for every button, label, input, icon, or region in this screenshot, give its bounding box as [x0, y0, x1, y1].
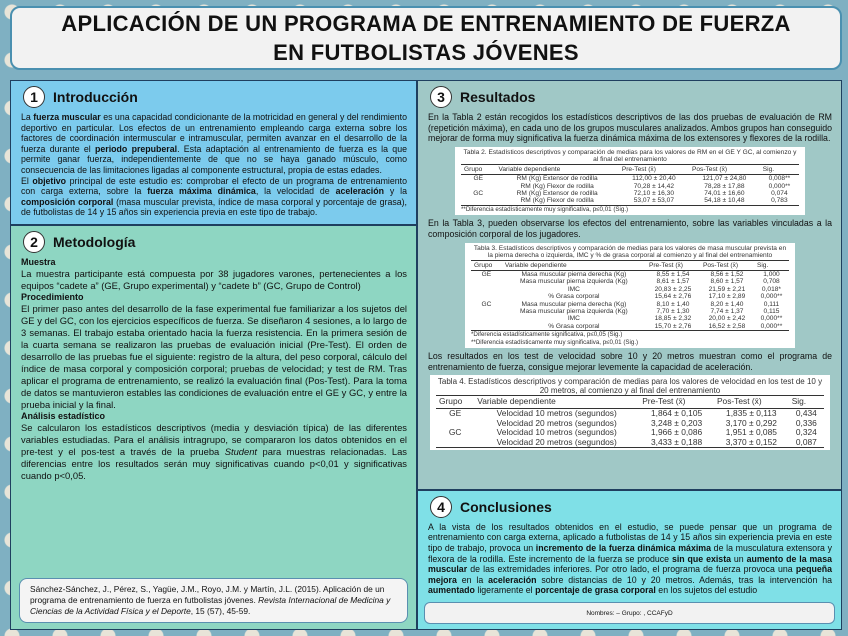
text-segment: En la Tabla 3, pueden observarse los efectos del entrenamiento, sobre las variables vinculadas a la composición corporal de los jugadores.	[428, 218, 832, 239]
table-caption: Tabla 4. Estadísticos descriptivos y comparación de medias para los valores de velocidad en los test de 10 y 20 metros, al comienzo y al final del entrenamiento	[437, 377, 823, 396]
table-cell: 3,370 ± 0,152	[714, 438, 789, 448]
table-row	[471, 323, 789, 331]
column-header: Grupo	[471, 260, 502, 270]
text-segment: , la velocidad de	[255, 186, 336, 197]
text-segment: El primer paso antes del desarrollo de la fase experimental fue familiarizar a los sujetos del GE y del GC, con los ejercicios específicos de fuerza. Se diseñaron 4 sesiones, a lo largo de 3 semanas. El trabajo estaba orientado hacia la fuerza resistencia. En la primera sesión de la cuarta semana se realizaron las pruebas de evaluación inicial (Pre-Test). El orden de desarrollo de las pruebas fue el siguiente: registro de la altura, del peso corporal, cálculo del índice de masa corporal y composición corporal; pruebas de velocidad; y test de RM. Tras aplicar el programa de entrenamiento, se realizó la evaluación final (Pos-Test). Para la toma de datos se mantuvieron estables las condiciones de evaluación entre el GE y GC, y entre la prueba inicial y la final.	[21, 302, 407, 410]
left-column	[10, 80, 417, 630]
text-segment: La	[21, 112, 34, 122]
table-cell: RM (Kg) Flexor de rodilla	[495, 197, 618, 205]
table-note: **Diferencia estadísticamente muy significativa, p≤0,01 (Sig.)	[461, 205, 629, 213]
table-cell: 0,336	[795, 417, 817, 428]
subheading-analisis: Análisis estadístico	[21, 410, 106, 421]
italic-text: Revista Internacional de Medicina y Ciencias de la Actividad Física y el Deporte	[30, 595, 391, 616]
bold-text: composición corporal	[21, 196, 114, 207]
section-heading: Conclusiones	[460, 498, 552, 515]
section-metodologia	[10, 225, 417, 630]
table-cell: 15,70 ± 2,76	[646, 323, 700, 331]
table-row	[461, 175, 799, 183]
table-cell: 0,783	[760, 197, 799, 205]
table-cell: 78,28 ± 17,88	[704, 182, 745, 190]
bold-text: fuerza máxima dinámica	[147, 186, 256, 197]
table-cell: GE	[449, 407, 462, 418]
table-cell: 0,074	[771, 190, 788, 197]
table-cell	[461, 197, 495, 205]
table-cell: 8,60 ± 1,57	[710, 278, 744, 286]
text-segment: de las extremidades inferiores. Por otro lado, el programa de fuerza provoca una	[467, 564, 796, 575]
section-number-badge: 2	[23, 231, 45, 253]
table-cell: 74,01 ± 16,60	[704, 190, 745, 197]
column-header: Pre-Test (x̄)	[619, 164, 689, 174]
table-cell: 112,00 ± 20,40	[632, 175, 676, 183]
table-note: **Diferencia estadísticamente muy significativa, p≤0,01 (Sig.)	[471, 338, 639, 346]
table-cell: Masa muscular pierna izquierda (Kg)	[520, 307, 628, 315]
table-cell: 3,248 ± 0,203	[650, 417, 703, 428]
table-cell: 8,20 ± 1,40	[710, 300, 744, 308]
table-cell: 0,434	[795, 407, 817, 418]
table-row	[461, 183, 799, 190]
italic-text: Student	[224, 445, 258, 457]
table-cell	[461, 183, 495, 190]
text-segment: principal de este estudio es: comprobar el efecto de un programa de entrenamiento con carga externa, sobre la	[21, 175, 407, 197]
table-cell: 0,000**	[760, 293, 783, 301]
table-cell: 15,64 ± 2,76	[654, 293, 692, 301]
table-cell: 1,864 ± 0,105	[650, 407, 703, 418]
bold-text: aumento de la masa muscular	[428, 553, 832, 575]
section-number-badge: 4	[430, 496, 452, 518]
table-cell: 0,000**	[760, 315, 783, 323]
table-header-row	[471, 260, 789, 270]
text-segment: (masa muscular prevista, índice de masa corporal y porcentaje de grasa), de futbolistas de 14 y 15 años sin experiencia previa en este tipo de trabajo.	[21, 196, 408, 218]
column-header: Sig.	[789, 396, 824, 409]
table-row	[436, 438, 824, 448]
column-header: Sig.	[760, 164, 799, 174]
table-cell	[471, 278, 502, 285]
text-segment: A la vista de los resultados obtenidos en el estudio, se puede pensar que un programa de entrenamiento con carga externa, aplicado a futbolistas de 14 y 15 años sin experiencia previa en este tipo de trabajo, provoca un	[428, 521, 832, 554]
table-cell: 0,018*	[761, 285, 781, 293]
bold-text: incremento de la fuerza dinámica máxima	[535, 543, 711, 554]
subheading-muestra: Muestra	[21, 256, 56, 267]
text-segment: La muestra participante está compuesta por 38 jugadores varones, pertenecientes a los equipos “cadete a” (GE, Grupo experimental) y “cadete b” (GC, Grupo de Control)	[21, 267, 407, 291]
table-row	[461, 190, 799, 197]
table-cell: 18,85 ± 2,32	[654, 315, 692, 323]
bold-text: aceleración	[335, 186, 384, 197]
table-cell: GC	[448, 427, 462, 438]
bold-text: aumentado	[428, 585, 475, 596]
table-cell: Velocidad 20 metros (segundos)	[474, 438, 639, 448]
table-2	[455, 147, 805, 216]
column-header: Pos-Test (x̄)	[700, 260, 754, 270]
right-column	[417, 80, 842, 630]
table-row	[471, 308, 789, 315]
procedimiento-paragraph	[21, 303, 407, 411]
table-cell: 8,56 ± 1,52	[710, 270, 744, 278]
table-cell	[471, 286, 502, 293]
bold-text: periodo prepuberal	[95, 143, 178, 154]
text-segment: sobre distancias de 10 y 20 metros. Además, tras la intervención ha	[536, 574, 832, 585]
text-segment: un	[731, 553, 747, 564]
table-row	[461, 197, 799, 205]
section-conclusiones	[417, 490, 842, 630]
text-segment: es una capacidad condicionante de la motricidad en general y del rendimiento deportivo en particular. Los efectos de un entrenamiento empleando carga externa sobre los factores de coordinación intermuscular e intramuscular, permiten avanzar en el desarrollo de la fuerza durante el	[21, 112, 408, 154]
subheading-procedimiento: Procedimiento	[21, 291, 84, 302]
authors-box: Nombres: – Grupo: , CCAFyD	[424, 602, 835, 624]
text-segment: . Esta adaptación al entrenamiento de fuerza es la que permite ganar fuerza, independientemente de que no se haya ganado músculo, como consecuencia de las limitaciones ligadas al componente estructural, propia de estas edades.	[21, 143, 407, 175]
table-cell: Masa muscular pierna izquierda (Kg)	[520, 278, 628, 286]
section-heading: Resultados	[460, 89, 536, 105]
text-segment: para muestras relacionadas. Las diferencias entre los resultados serán muy significativas cuando p<0,01 y significativas cuando p<0,05.	[21, 445, 407, 481]
poster-title: APLICACIÓN DE UN PROGRAMA DE ENTRENAMIENTO DE FUERZA EN FUTBOLISTAS JÓVENES	[10, 6, 842, 70]
text-segment: Se calcularon los estadísticos descriptivos (media y desviación típica) de las diferentes variables estudiadas. Para el análisis intragrupo, se compararon los datos obtenidos en el pre-test y el pos-test a través de la prueba	[21, 421, 407, 457]
table-cell: GE	[481, 270, 492, 278]
table-cell: Masa muscular pierna derecha (Kg)	[521, 300, 627, 308]
table-header-row	[436, 396, 824, 409]
results-paragraph	[428, 218, 832, 239]
table-caption: Tabla 3. Estadísticos descriptivos y comparación de medias para los valores de masa muscular prevista en la pierna derecha o izquierda, IMC y % de grasa corporal al comienzo y al final del entrenamiento	[473, 244, 787, 259]
text-segment: y la	[384, 186, 408, 197]
table-cell: 20,83 ± 2,25	[654, 285, 692, 293]
table-cell: GE	[473, 175, 483, 183]
table-caption: Tabla 2. Estadísticos descriptivos y comparación de medias para los valores de RM en el GE Y GC, al comienzo y al final del entrenamiento	[463, 148, 797, 164]
table-cell: 1,951 ± 0,085	[725, 427, 777, 438]
table-cell: % Grasa corporal	[548, 293, 600, 301]
table-cell: 72,10 ± 16,30	[633, 190, 675, 197]
text-segment: El	[21, 175, 33, 186]
objective-paragraph	[21, 176, 407, 218]
table-cell: 7,74 ± 1,37	[710, 307, 744, 315]
bold-text: pequeña mejora	[428, 564, 832, 585]
column-header: Pos-Test (x̄)	[714, 396, 789, 409]
table-cell: 3,170 ± 0,292	[725, 417, 777, 428]
results-paragraph	[428, 112, 832, 144]
table-cell: 53,07 ± 53,07	[619, 197, 689, 205]
muestra-paragraph	[21, 268, 407, 292]
text-segment: , 15 (57), 45-59.	[190, 606, 251, 616]
column-header: Grupo	[461, 164, 495, 174]
section-heading: Metodología	[53, 233, 136, 250]
table-row	[471, 315, 789, 322]
table-cell	[471, 308, 502, 315]
data-table	[461, 164, 799, 206]
table-cell: GC	[481, 300, 492, 308]
results-paragraph	[428, 351, 832, 372]
data-table	[436, 395, 824, 448]
table-header-row	[461, 164, 799, 174]
table-cell: 1,000	[763, 270, 780, 278]
column-header: Grupo	[436, 396, 474, 409]
table-cell	[471, 315, 502, 322]
table-cell: % Grasa corporal	[502, 323, 646, 331]
table-cell: 20,00 ± 2,42	[708, 315, 746, 323]
table-cell: IMC	[567, 315, 580, 323]
table-cell: 1,966 ± 0,086	[650, 427, 703, 438]
table-cell: 0,000**	[754, 323, 789, 331]
section-introduccion	[10, 80, 417, 225]
table-row	[471, 278, 789, 285]
text-segment: Sánchez-Sánchez, J., Pérez, S., Yagüe, J.M., Royo, J.M. y Martín, J.L. (2015). Aplicación de un programa de entrenamiento de fuerza en futbolistas jóvenes.	[30, 584, 385, 605]
column-header: Pre-Test (x̄)	[646, 260, 700, 270]
table-cell: 70,28 ± 14,42	[633, 182, 675, 190]
table-cell: RM (Kg) Extensor de rodilla	[516, 175, 598, 183]
table-cell: RM (Kg) Flexor de rodilla	[520, 182, 594, 190]
column-header: Sig.	[754, 260, 789, 270]
bold-text: objetivo	[32, 175, 67, 186]
text-segment: de la musculatura extensora y flexora de la rodilla. Este incremento de la fuerza se produce	[428, 543, 832, 564]
table-cell: Velocidad 10 metros (segundos)	[496, 407, 617, 418]
bold-text: sin que exista	[671, 553, 732, 564]
table-3	[465, 243, 795, 349]
table-cell: 0,324	[795, 427, 817, 438]
table-cell: 8,10 ± 1,40	[656, 300, 690, 308]
data-table	[471, 260, 789, 332]
table-cell: 54,18 ± 10,48	[689, 197, 760, 205]
table-cell: 121,07 ± 24,80	[702, 175, 747, 183]
table-cell	[471, 323, 502, 331]
bold-text: fuerza muscular	[33, 112, 101, 122]
analisis-paragraph	[21, 422, 407, 482]
table-cell: 8,55 ± 1,54	[656, 270, 690, 278]
table-row	[471, 270, 789, 278]
table-cell: 1,835 ± 0,113	[726, 407, 777, 418]
text-segment: Los resultados en los test de velocidad sobre 10 y 20 metros muestran como el programa de entrenamiento de fuerza, consigue mejorar levemente la capacidad de aceleración.	[428, 351, 832, 372]
table-row	[471, 293, 789, 300]
column-header: Pre-Test (x̄)	[639, 396, 714, 409]
table-cell: 0,087	[789, 438, 824, 448]
text-segment: En la Tabla 2 están recogidos los estadísticos descriptivos de las dos pruebas de evaluación de RM (repetición máxima), en cada uno de los grupos musculares analizados. Ambos grupos han conseguido mejorar de forma muy significativa la fuerza dinámica máxima de los extensores y flexores de la rodilla.	[428, 112, 832, 144]
table-cell: 21,59 ± 2,21	[708, 285, 746, 293]
table-cell: 17,10 ± 2,89	[708, 293, 746, 301]
bold-text: aceleración	[488, 574, 537, 585]
section-number-badge: 1	[23, 86, 45, 108]
intro-paragraph	[21, 112, 407, 176]
table-row	[471, 301, 789, 308]
section-heading: Introducción	[53, 89, 138, 105]
table-cell: 16,52 ± 2,58	[700, 323, 754, 331]
conclusions-paragraph	[428, 522, 832, 596]
table-cell: 0,708	[763, 278, 780, 286]
table-row	[471, 286, 789, 293]
table-cell: Velocidad 20 metros (segundos)	[496, 417, 617, 428]
table-cell: 7,70 ± 1,30	[656, 307, 690, 315]
table-cell: 0,115	[763, 307, 780, 315]
column-header: Variable dependiente	[495, 164, 618, 174]
table-cell: 0,000**	[768, 182, 791, 190]
table-cell: 3,433 ± 0,188	[639, 438, 714, 448]
column-header: Pos-Test (x̄)	[689, 164, 760, 174]
table-cell: 0,111	[763, 300, 780, 308]
table-cell: 0,008**	[768, 175, 791, 183]
text-segment: ligeramente el	[474, 585, 536, 596]
table-cell: Velocidad 10 metros (segundos)	[496, 427, 617, 438]
table-cell: RM (Kg) Extensor de rodilla	[516, 190, 598, 197]
bold-text: porcentaje de grasa corporal	[535, 585, 656, 596]
table-4	[430, 375, 830, 450]
table-cell: IMC	[567, 285, 580, 293]
table-cell: 8,61 ± 1,57	[656, 278, 690, 286]
column-header: Variable dependiente	[474, 396, 639, 409]
section-number-badge: 3	[430, 86, 452, 108]
section-resultados	[417, 80, 842, 490]
table-cell: Masa muscular pierna derecha (Kg)	[521, 270, 627, 278]
table-note: *Diferencia estadísticamente significativa, p≤0,05 (Sig.)	[471, 331, 623, 339]
text-segment: en los sujetos del estudio	[655, 585, 758, 596]
text-segment: en la	[456, 574, 489, 585]
column-header: Variable dependiente	[502, 260, 646, 270]
reference-box	[19, 578, 408, 623]
table-cell: GC	[473, 190, 484, 197]
table-cell	[436, 438, 474, 448]
table-cell	[471, 293, 502, 300]
